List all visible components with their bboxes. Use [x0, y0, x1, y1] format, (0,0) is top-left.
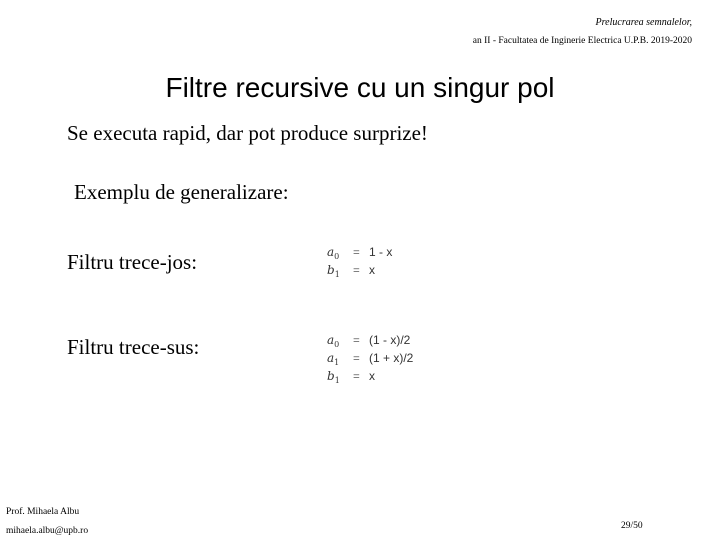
coefficient-symbol: $b_1$ — [327, 369, 340, 385]
header-faculty-info: an II - Facultatea de Inginerie Electrica U.P.B. 2019-2020 — [472, 36, 692, 46]
coefficient-value: x — [369, 263, 375, 277]
lowpass-label: Filtru trece-jos: — [67, 250, 198, 274]
lowpass-coefficients — [327, 243, 392, 279]
equals-sign: = — [353, 245, 360, 259]
equation-row — [327, 243, 392, 261]
coefficient-value: (1 + x)/2 — [369, 351, 414, 365]
coefficient-symbol: $a_0$ — [327, 245, 340, 261]
slide-title: Filtre recursive cu un singur pol — [165, 72, 555, 103]
equation-row — [327, 261, 392, 279]
footer-email: mihaela.albu@upb.ro — [6, 526, 89, 536]
highpass-label: Filtru trece-sus: — [67, 335, 200, 359]
header-course-title: Prelucrarea semnalelor, — [595, 17, 692, 28]
coefficient-symbol: $a_0$ — [327, 333, 340, 349]
coefficient-value: x — [369, 369, 375, 383]
coefficient-symbol: $a_1$ — [327, 351, 340, 367]
equation-row — [327, 367, 413, 385]
highpass-coefficients — [327, 331, 413, 385]
coefficient-value: (1 - x)/2 — [369, 333, 411, 347]
equals-sign: = — [353, 369, 360, 383]
equation-row — [327, 349, 413, 367]
intro-text: Se executa rapid, dar pot produce surprize! — [67, 121, 428, 145]
example-heading: Exemplu de generalizare: — [74, 180, 289, 204]
coefficient-symbol: $b_1$ — [327, 263, 340, 279]
equals-sign: = — [353, 333, 360, 347]
coefficient-value: 1 - x — [369, 245, 393, 259]
footer-author: Prof. Mihaela Albu — [6, 507, 80, 517]
equation-row — [327, 331, 413, 349]
equals-sign: = — [353, 263, 360, 277]
equals-sign: = — [353, 351, 360, 365]
page-number: 29/50 — [621, 521, 643, 531]
